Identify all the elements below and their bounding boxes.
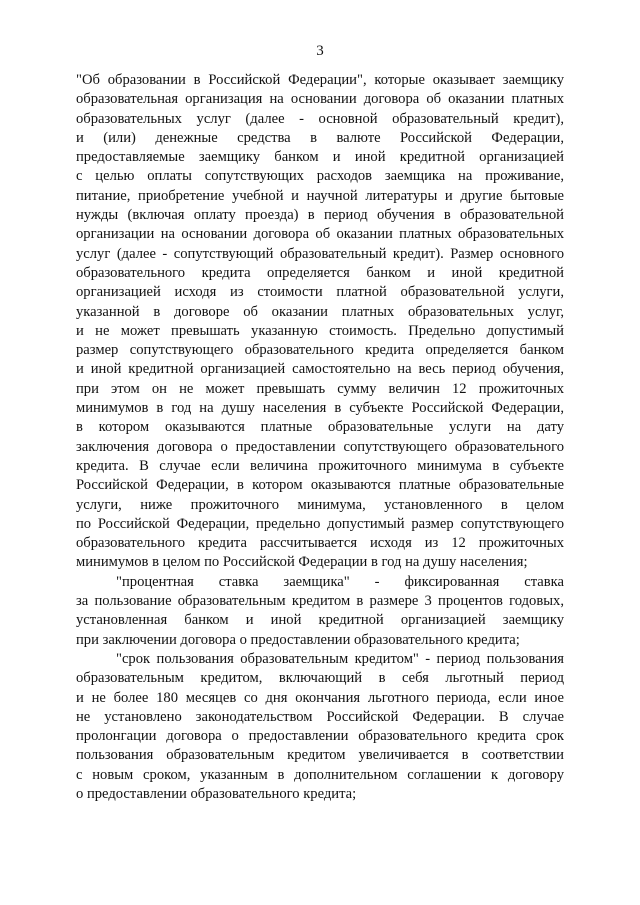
text-line: с новым сроком, указанным в дополнительном соглашении к договору	[76, 766, 564, 783]
page-number: 3	[316, 43, 324, 59]
text-line: пролонгации договора о предоставлении образовательного кредита срок	[76, 728, 564, 745]
text-line: образовательная организация на основании договора об оказании платных	[76, 91, 564, 108]
text-line: по Российской Федерации, предельно допустимый размер сопутствующего	[76, 515, 564, 532]
text-line: и не более 180 месяцев со дня окончания льготного периода, если иное	[76, 689, 564, 706]
text-line: минимумов в год на душу населения в субъекте Российской Федерации,	[76, 400, 564, 417]
text-line: образовательных услуг (далее - основной образовательный кредит),	[76, 110, 564, 127]
text-line: организации на основании договора об оказании платных образовательных	[76, 226, 564, 243]
text-line: образовательного кредита определяется банком и иной кредитной	[76, 264, 564, 281]
text-line: "срок пользования образовательным кредитом" - период пользования	[116, 650, 564, 667]
text-line: с целью оплаты сопутствующих расходов заемщика на проживание,	[76, 168, 564, 185]
text-line: указанной в договоре об оказании платных образовательных услуг,	[76, 303, 564, 320]
text-line: образовательного кредита рассчитывается исходя из 12 прожиточных	[76, 535, 564, 552]
text-line: размер сопутствующего образовательного кредита определяется банком	[76, 342, 564, 359]
text-line: кредита. В случае если величина прожиточного минимума в субъекте	[76, 457, 564, 474]
text-line: при заключении договора о предоставлении образовательного кредита;	[76, 631, 520, 648]
text-line: и не может превышать указанную стоимость. Предельно допустимый	[76, 322, 564, 339]
text-line: нужды (включая оплату проезда) в период обучения в образовательной	[76, 207, 564, 224]
text-line: предоставляемые заемщику банком и иной кредитной организацией	[76, 149, 564, 166]
text-line: услуг (далее - сопутствующий образовательный кредит). Размер основного	[76, 245, 564, 262]
text-line: о предоставлении образовательного кредита;	[76, 785, 357, 802]
body-text	[76, 71, 564, 804]
text-line: и иной кредитной организацией самостоятельно на весь период обучения,	[76, 361, 564, 378]
text-line: заключения договора о предоставлении сопутствующего образовательного	[76, 438, 564, 455]
text-line: не установлено законодательством Российской Федерации. В случае	[76, 708, 564, 725]
text-line: за пользование образовательным кредитом в размере 3 процентов годовых,	[76, 593, 564, 610]
text-line: услуги, ниже прожиточного минимума, установленного в целом	[76, 496, 564, 513]
text-line: образовательным кредитом, включающий в себя льготный период	[76, 670, 564, 687]
text-line: питание, приобретение учебной и научной литературы и другие бытовые	[76, 187, 564, 204]
text-line: "Об образовании в Российской Федерации", которые оказывает заемщику	[76, 72, 564, 88]
text-line: при этом он не может превышать сумму величин 12 прожиточных	[76, 380, 564, 397]
text-line: Российской Федерации, в котором оказываются платные образовательные	[76, 477, 564, 494]
text-line: организацией исходя из стоимости платной образовательной услуги,	[76, 284, 564, 301]
text-line: и (или) денежные средства в валюте Российской Федерации,	[76, 129, 564, 146]
text-line: пользования образовательным кредитом увеличивается в соответствии	[76, 747, 564, 764]
text-line: "процентная ставка заемщика" - фиксированная ставка	[116, 573, 564, 590]
text-line: в котором оказываются платные образовательные услуги на дату	[76, 419, 564, 436]
text-line: установленная банком и иной кредитной организацией заемщику	[76, 612, 564, 629]
text-line: минимумов в целом по Российской Федерации в год на душу населения;	[76, 554, 528, 571]
